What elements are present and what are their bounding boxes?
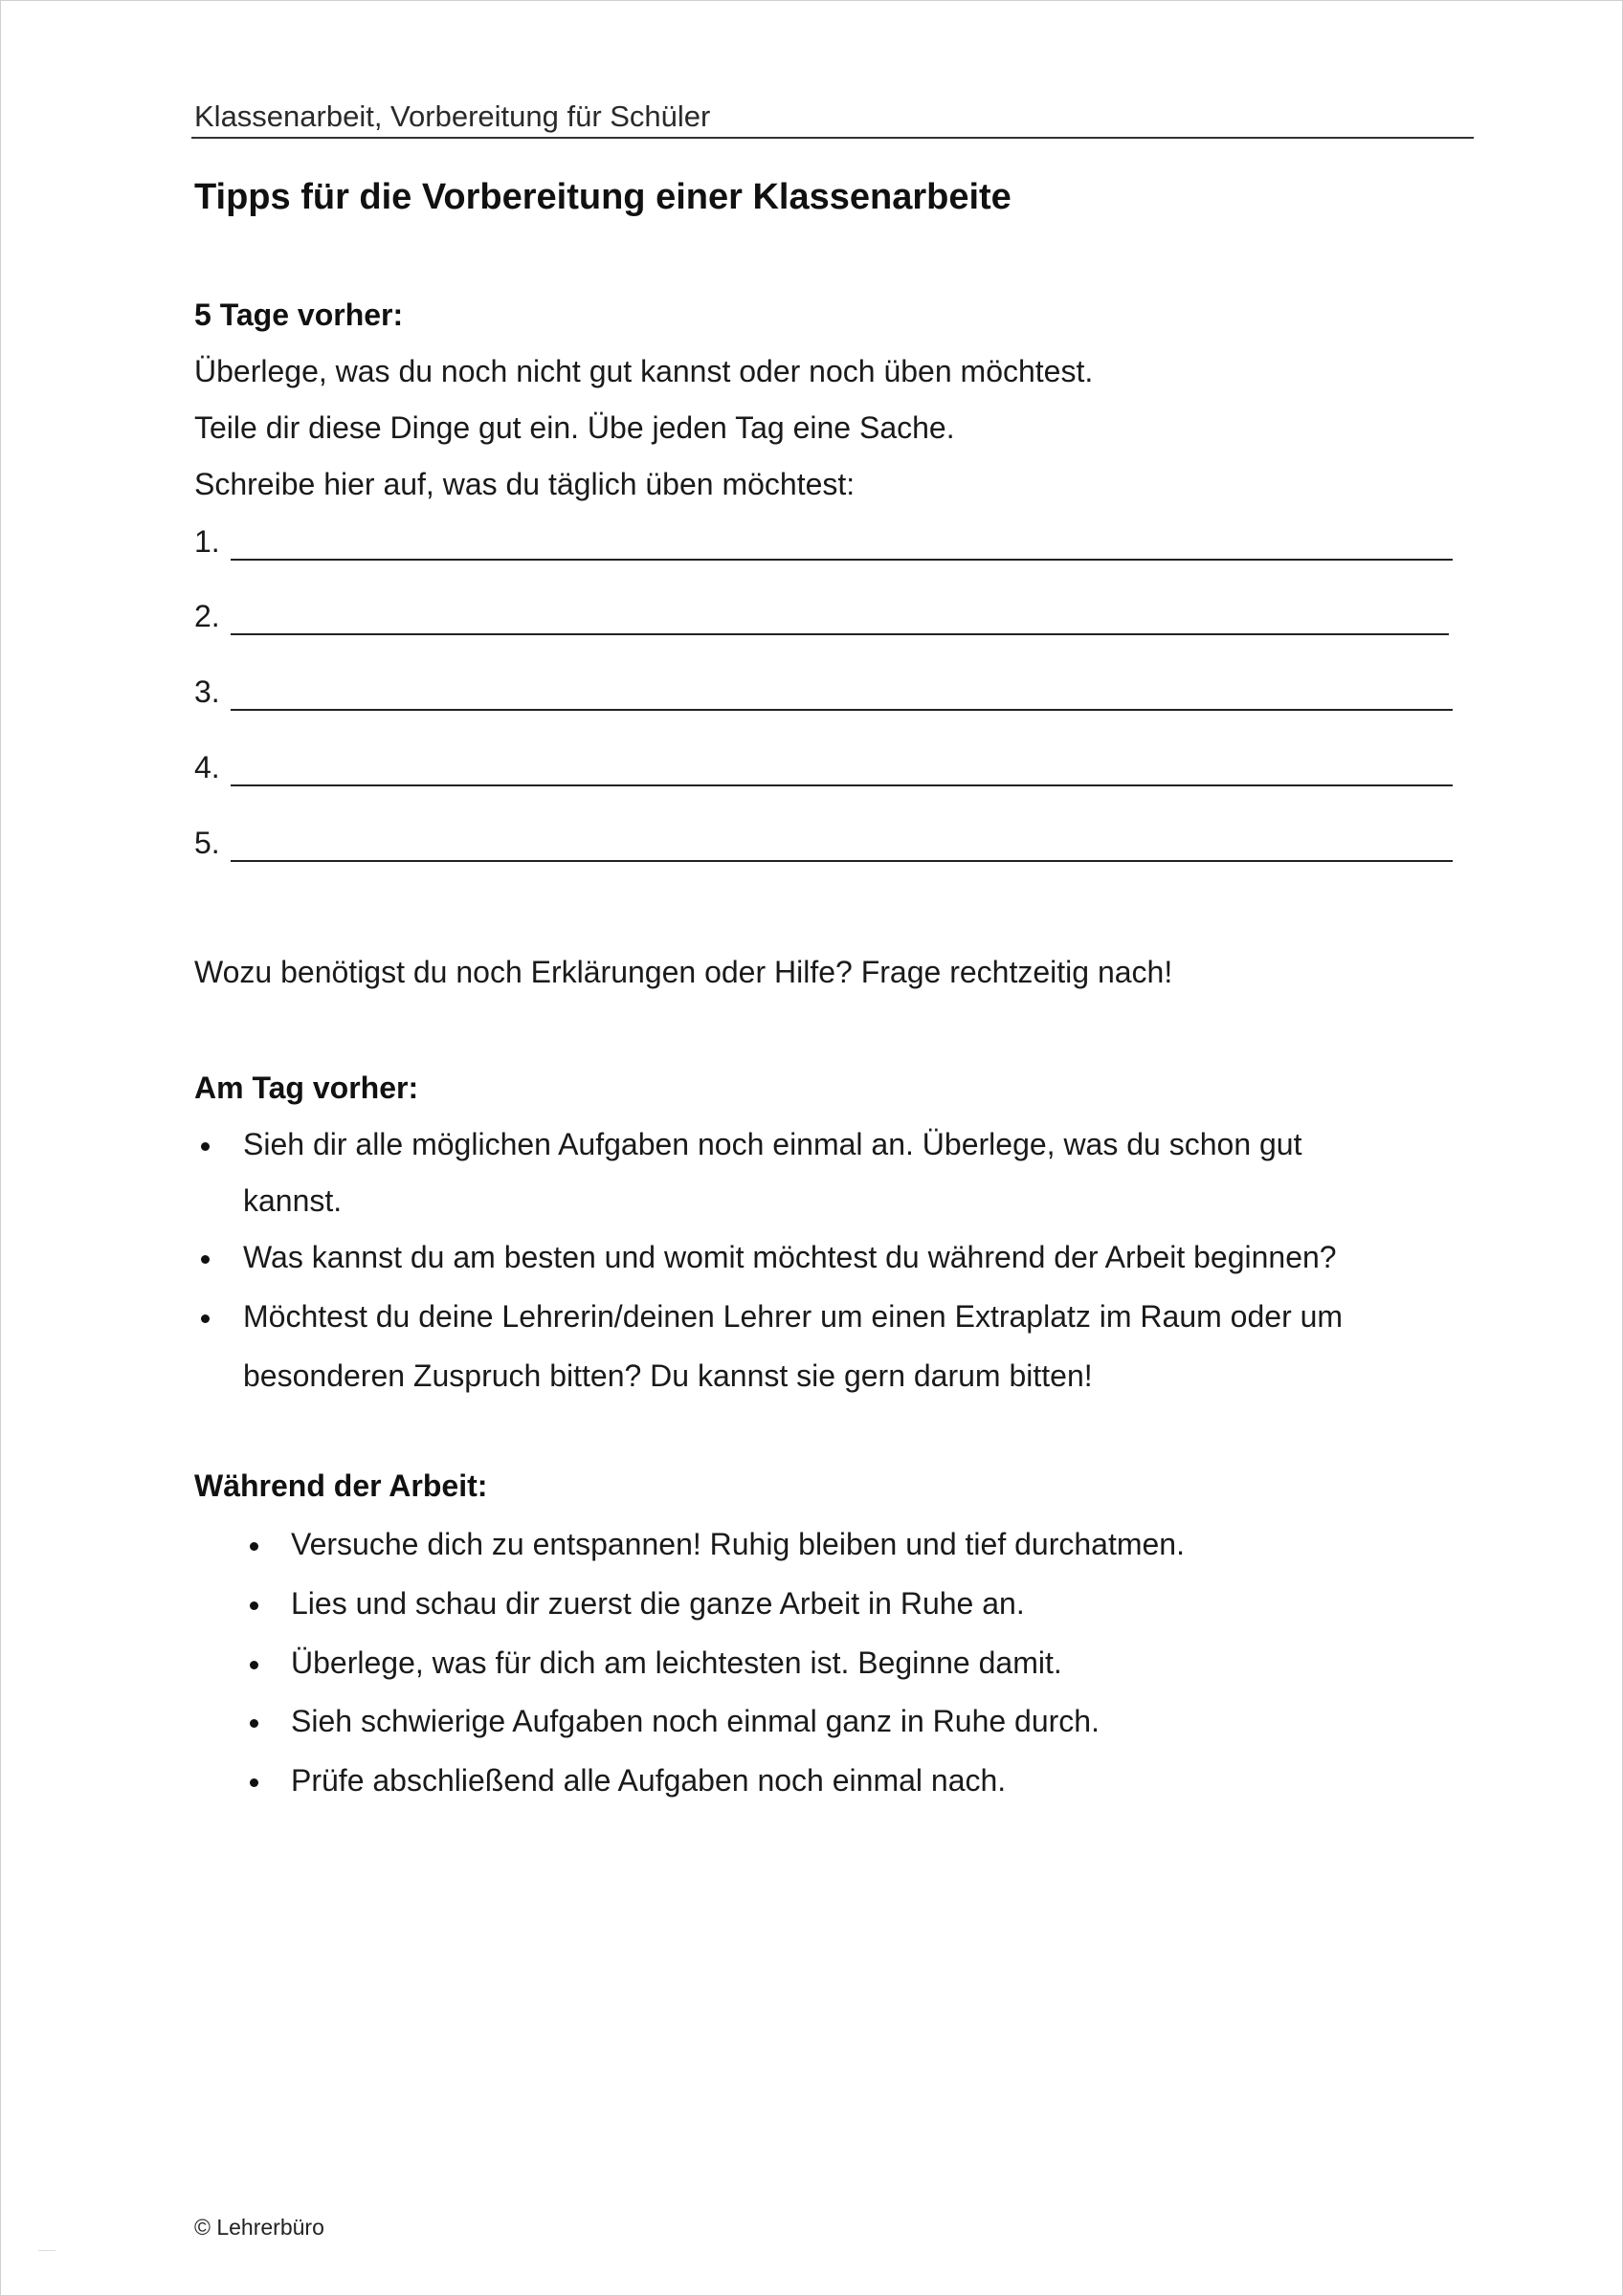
practice-blank-2[interactable] [194,599,1449,637]
bullet-dot-icon [250,1719,258,1728]
write-line[interactable] [231,709,1453,711]
during-bullet-2: Lies und schau dir zuerst die ganze Arbeit in Ruhe an. [291,1586,1025,1621]
practice-number: 5. [194,826,220,860]
during-bullet-3: Überlege, was für dich am leichtesten ist. Beginne damit. [291,1645,1062,1680]
intro-line-1: Überlege, was du noch nicht gut kannst oder noch üben möchtest. [194,354,1094,388]
write-line[interactable] [231,633,1449,635]
bullet-dot-icon [250,1661,258,1669]
day-before-bullet-2-line-1: Was kannst du am besten und womit möchtest du während der Arbeit beginnen? [243,1240,1337,1274]
intro-line-2: Teile dir diese Dinge gut ein. Übe jeden Tag eine Sache. [194,410,955,445]
bullet-dot-icon [250,1542,258,1551]
help-note: Wozu benötigst du noch Erklärungen oder Hilfe? Frage rechtzeitig nach! [194,955,1173,989]
page-title: Tipps für die Vorbereitung einer Klassenarbeite [194,177,1012,217]
practice-number: 3. [194,674,220,709]
bullet-dot-icon [250,1601,258,1610]
write-line[interactable] [231,559,1453,561]
during-bullet-5: Prüfe abschließend alle Aufgaben noch einmal nach. [291,1763,1007,1798]
intro-line-3: Schreibe hier auf, was du täglich üben möchtest: [194,467,856,501]
day-before-bullet-3-line-1: Möchtest du deine Lehrerin/deinen Lehrer um einen Extraplatz im Raum oder um [243,1299,1344,1334]
practice-blank-1[interactable] [194,524,1453,563]
practice-blank-5[interactable] [194,826,1453,864]
section-heading-five-days: 5 Tage vorher: [194,298,404,332]
practice-number: 2. [194,599,220,633]
practice-number: 1. [194,524,220,559]
section-heading-day-before: Am Tag vorher: [194,1071,419,1105]
corner-mark [38,2250,56,2257]
section-heading-during: Während der Arbeit: [194,1468,488,1503]
during-bullet-4: Sieh schwierige Aufgaben noch einmal ganz in Ruhe durch. [291,1704,1100,1738]
during-bullet-1: Versuche dich zu entspannen! Ruhig bleiben und tief durchatmen. [291,1527,1185,1561]
day-before-bullet-3-line-2: besonderen Zuspruch bitten? Du kannst sie gern darum bitten! [243,1358,1093,1393]
day-before-bullet-1-line-1: Sieh dir alle möglichen Aufgaben noch einmal an. Überlege, was du schon gut [243,1127,1302,1161]
header-divider [191,137,1474,139]
write-line[interactable] [231,784,1453,786]
bullet-dot-icon [201,1255,210,1264]
write-line[interactable] [231,860,1453,862]
practice-blank-3[interactable] [194,674,1453,713]
practice-number: 4. [194,750,220,784]
practice-blank-4[interactable] [194,750,1453,788]
bullet-dot-icon [201,1314,210,1323]
running-header: Klassenarbeit, Vorbereitung für Schüler [194,99,711,133]
bullet-dot-icon [201,1142,210,1151]
bullet-dot-icon [250,1778,258,1787]
copyright-footer: © Lehrerbüro [194,2215,324,2240]
day-before-bullet-1-line-2: kannst. [243,1183,343,1218]
